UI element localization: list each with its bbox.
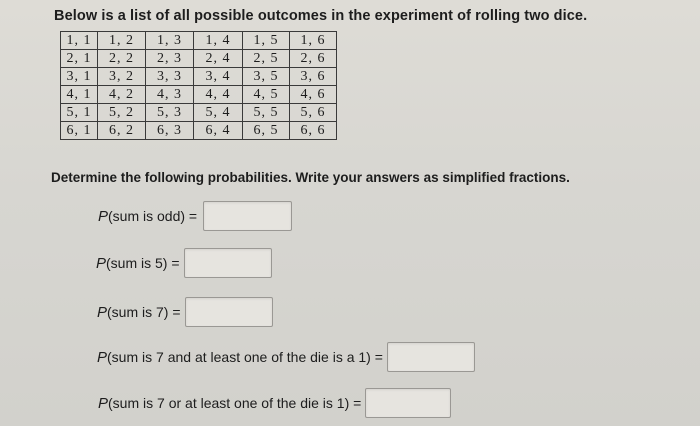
outcome-cell: 4, 4 [194, 86, 243, 104]
probability-symbol: P [98, 394, 109, 412]
outcome-cell: 5, 6 [290, 104, 337, 122]
answer-input-sum-7-or-one[interactable] [365, 388, 451, 418]
outcome-cell: 3, 4 [194, 68, 243, 86]
outcome-cell: 5, 1 [61, 104, 98, 122]
answer-input-sum-5[interactable] [184, 248, 272, 278]
outcome-cell: 1, 5 [243, 32, 290, 50]
probability-symbol: P [97, 303, 108, 321]
question-sum-7-or-one [98, 388, 451, 418]
outcome-cell: 4, 6 [290, 86, 337, 104]
outcome-cell: 1, 1 [61, 32, 98, 50]
probability-symbol: P [97, 348, 108, 366]
outcome-cell: 6, 1 [61, 122, 98, 140]
outcomes-table [60, 31, 337, 140]
outcome-row [61, 86, 337, 104]
question-label: (sum is 7 and at least one of the die is a 1) = [107, 349, 383, 365]
outcome-cell: 2, 4 [194, 50, 243, 68]
outcome-cell: 3, 1 [61, 68, 98, 86]
question-label: (sum is 7 or at least one of the die is 1) = [108, 395, 362, 411]
outcome-cell: 2, 1 [61, 50, 98, 68]
outcome-row [61, 68, 337, 86]
outcome-cell: 3, 5 [243, 68, 290, 86]
outcome-cell: 6, 4 [194, 122, 243, 140]
intro-text: Below is a list of all possible outcomes in the experiment of rolling two dice. [54, 8, 588, 24]
outcome-cell: 1, 4 [194, 32, 243, 50]
outcome-cell: 4, 5 [243, 86, 290, 104]
outcome-cell: 5, 5 [243, 104, 290, 122]
outcome-row [61, 104, 337, 122]
outcome-cell: 3, 6 [290, 68, 337, 86]
outcome-cell: 1, 2 [98, 32, 146, 50]
outcome-cell: 4, 1 [61, 86, 98, 104]
outcome-cell: 1, 6 [290, 32, 337, 50]
outcome-row [61, 50, 337, 68]
question-label: (sum is odd) = [108, 208, 198, 224]
question-sum-5 [96, 248, 272, 278]
outcome-cell: 4, 3 [146, 86, 194, 104]
question-sum-odd [98, 201, 292, 231]
question-label: (sum is 7) = [107, 304, 181, 320]
outcome-cell: 6, 3 [146, 122, 194, 140]
outcome-cell: 5, 4 [194, 104, 243, 122]
probability-symbol: P [98, 207, 109, 225]
outcome-cell: 6, 2 [98, 122, 146, 140]
outcome-cell: 2, 3 [146, 50, 194, 68]
outcome-cell: 3, 3 [146, 68, 194, 86]
answer-input-sum-7-and-one[interactable] [387, 342, 475, 372]
outcome-cell: 1, 3 [146, 32, 194, 50]
answer-input-sum-odd[interactable] [203, 201, 292, 231]
probability-symbol: P [96, 254, 107, 272]
outcome-cell: 6, 6 [290, 122, 337, 140]
outcome-cell: 6, 5 [243, 122, 290, 140]
outcome-cell: 3, 2 [98, 68, 146, 86]
question-sum-7-and-one [97, 342, 475, 372]
outcome-cell: 2, 2 [98, 50, 146, 68]
outcome-cell: 5, 2 [98, 104, 146, 122]
outcome-cell: 2, 5 [243, 50, 290, 68]
question-label: (sum is 5) = [106, 255, 180, 271]
instructions-text: Determine the following probabilities. Write your answers as simplified fractions. [51, 170, 570, 185]
outcome-cell: 5, 3 [146, 104, 194, 122]
outcome-cell: 4, 2 [98, 86, 146, 104]
answer-input-sum-7[interactable] [185, 297, 273, 327]
outcome-row [61, 122, 337, 140]
question-sum-7 [97, 297, 273, 327]
outcome-row [61, 32, 337, 50]
outcome-cell: 2, 6 [290, 50, 337, 68]
